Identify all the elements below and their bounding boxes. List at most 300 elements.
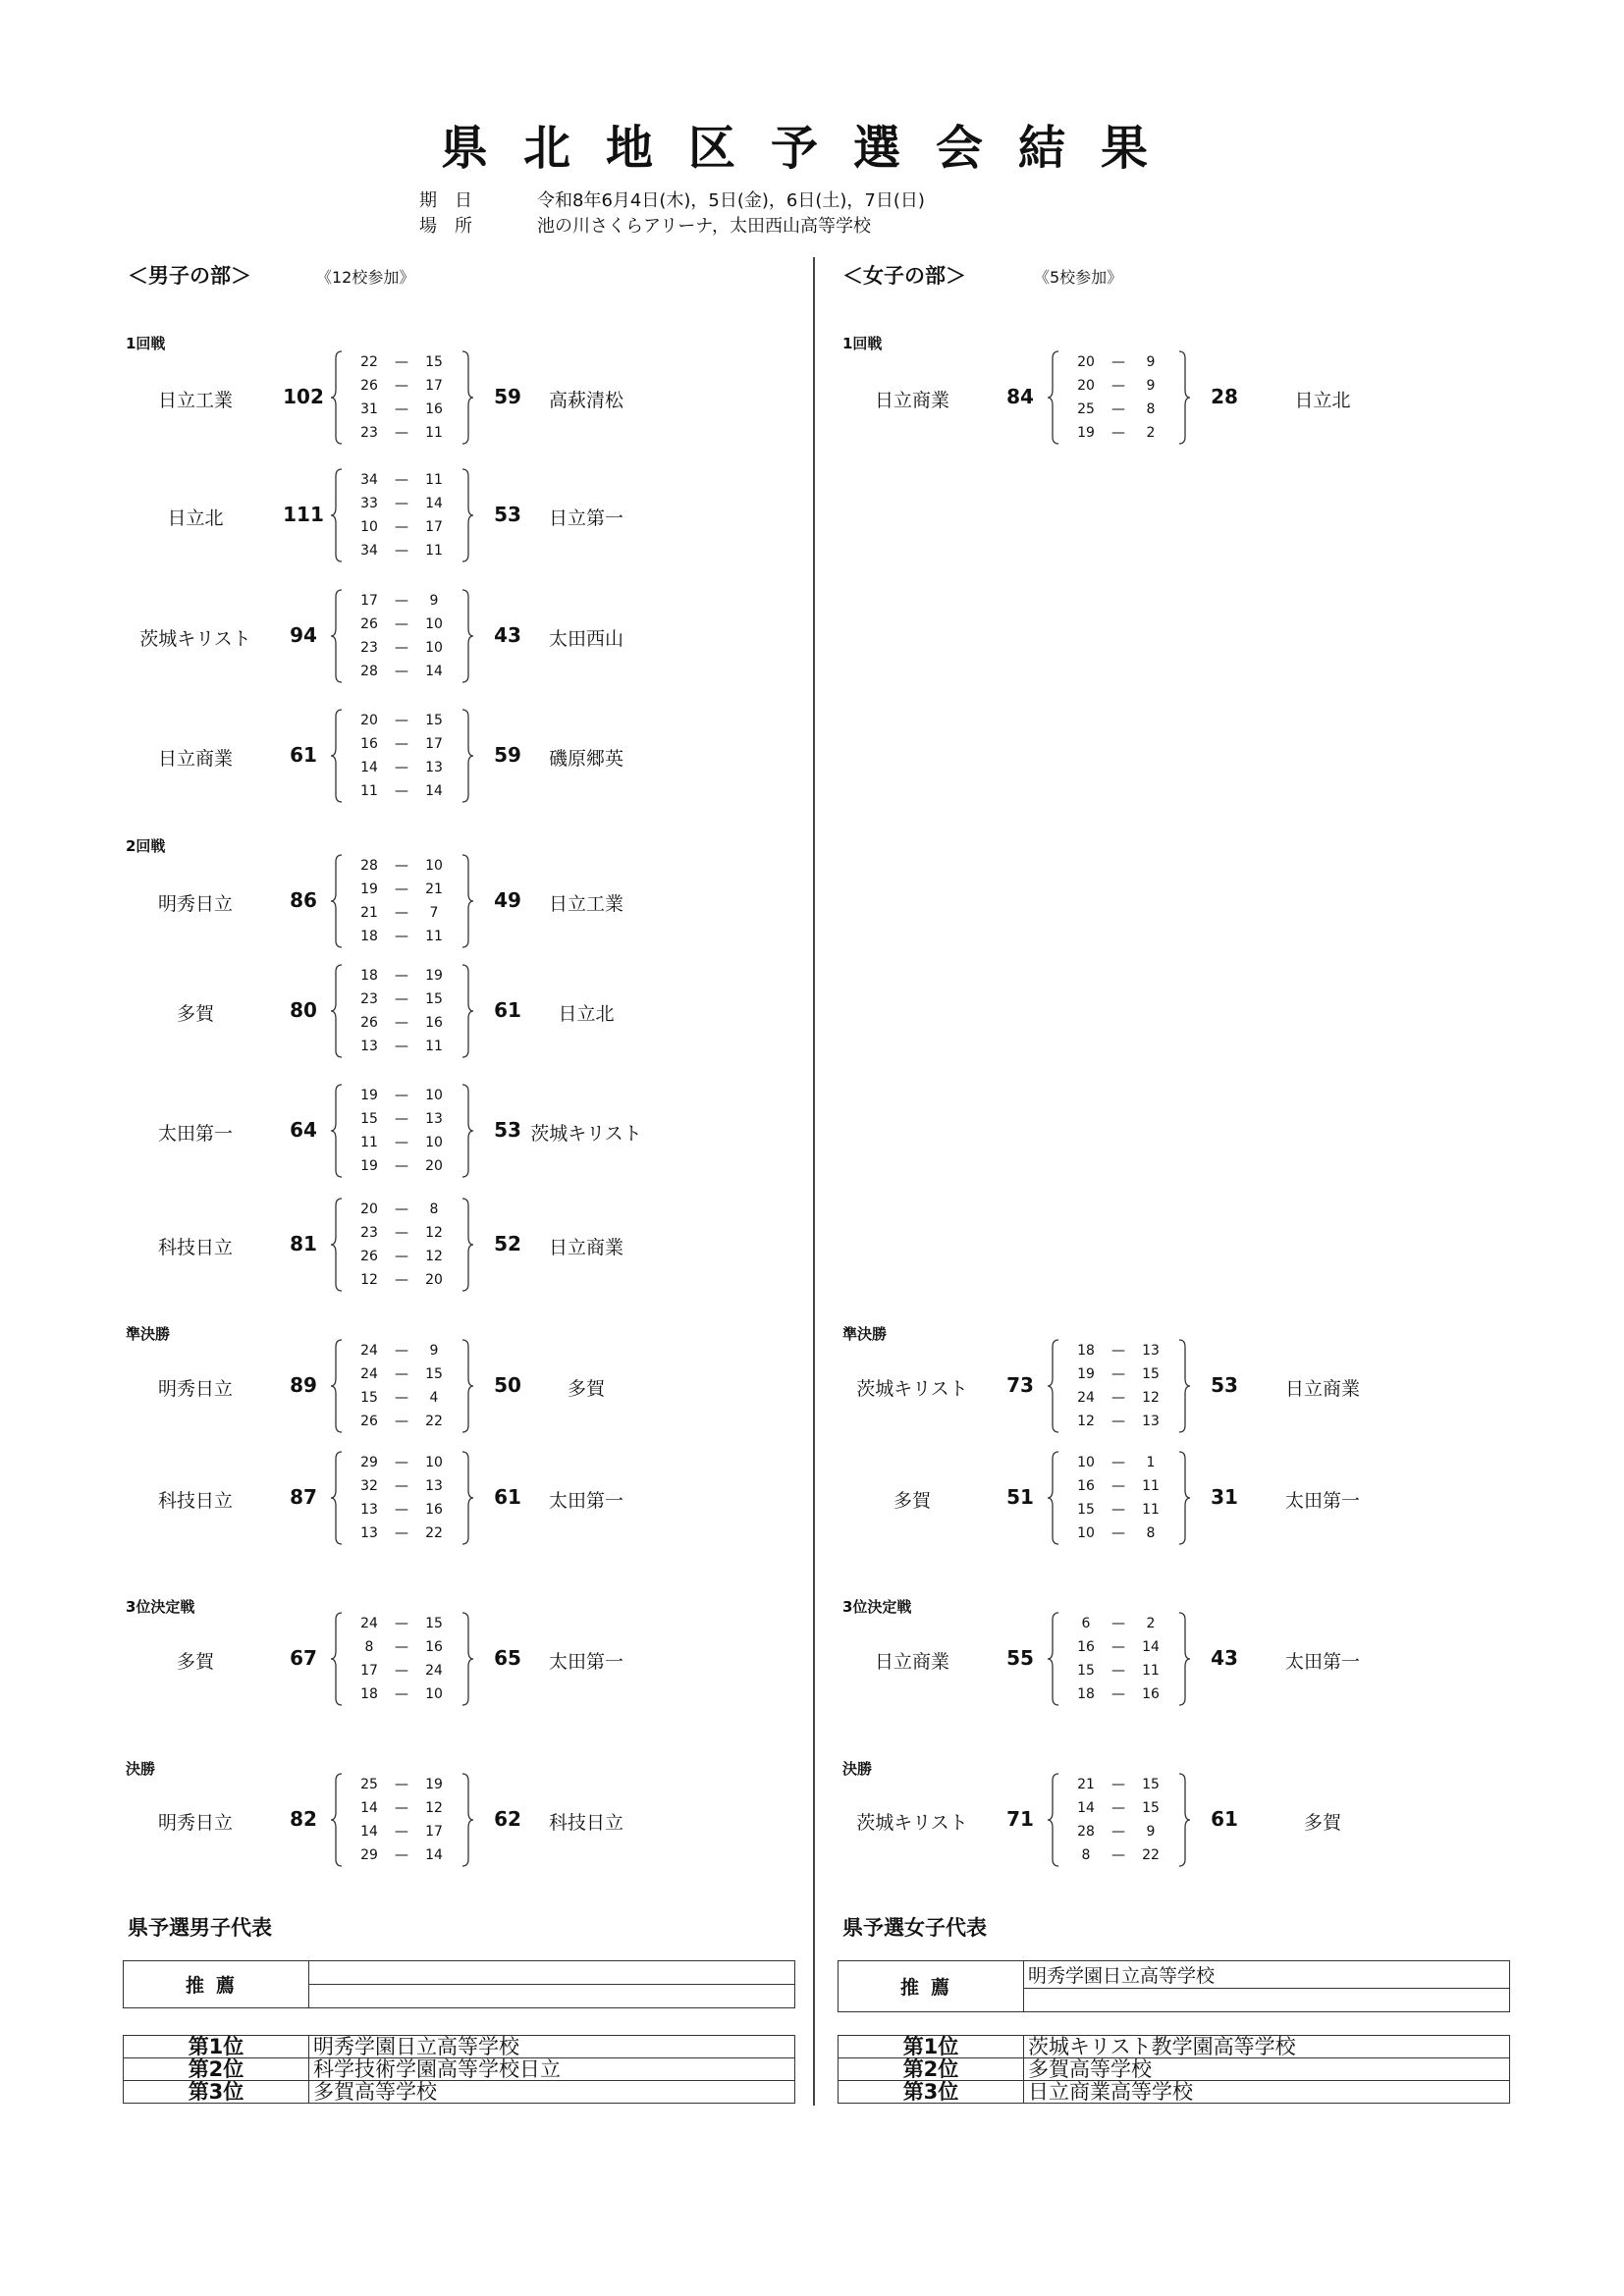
left-brace [330, 964, 344, 1062]
away-team-name: 日立北 [1294, 390, 1351, 411]
away-team-score: 61 [1211, 1807, 1238, 1831]
home-team-score: 86 [290, 888, 317, 912]
quarter-home-points: 18 [360, 1686, 378, 1702]
quarter-away-points: 19 [425, 968, 443, 984]
women-rep-title: 県予選女子代表 [842, 1916, 987, 1940]
rank-school: 茨城キリスト教学園高等学校 [1024, 2036, 1510, 2058]
quarter-home-points: 24 [360, 1366, 378, 1382]
quarter-home-points: 26 [360, 1249, 378, 1264]
quarter-row [348, 613, 456, 636]
quarter-home-points: 10 [1077, 1525, 1095, 1541]
quarter-dash: — [395, 593, 408, 609]
left-brace [330, 1612, 344, 1710]
quarter-row [348, 1410, 456, 1433]
quarter-home-points: 15 [1077, 1502, 1095, 1518]
quarter-home-points: 12 [360, 1272, 378, 1288]
quarter-row [348, 350, 456, 374]
quarter-scores [348, 350, 456, 445]
men-recommend-table [123, 1960, 795, 2008]
quarter-home-points: 28 [360, 664, 378, 679]
quarter-away-points: 11 [425, 472, 443, 488]
quarter-dash: — [395, 1343, 408, 1359]
left-brace [1047, 1773, 1060, 1871]
home-team-name: 日立北 [167, 507, 224, 529]
quarter-away-points: 12 [425, 1800, 443, 1816]
quarter-dash: — [1111, 1343, 1125, 1359]
quarter-row [348, 1198, 456, 1221]
away-team-score: 59 [494, 385, 521, 408]
away-team-score: 28 [1211, 385, 1238, 408]
quarter-row [348, 878, 456, 901]
quarter-dash: — [395, 760, 408, 775]
quarter-away-points: 8 [1146, 1525, 1156, 1541]
quarter-away-points: 11 [1142, 1502, 1160, 1518]
quarter-dash: — [1111, 1686, 1125, 1702]
rank-label: 第3位 [839, 2081, 1024, 2104]
home-team-name: 多賀 [893, 1490, 931, 1512]
quarter-row [348, 1035, 456, 1058]
home-team-score: 81 [290, 1232, 317, 1255]
quarter-home-points: 23 [360, 425, 378, 441]
venue-line [419, 212, 871, 238]
quarter-home-points: 11 [360, 783, 378, 799]
right-brace [460, 350, 474, 449]
quarter-dash: — [395, 640, 408, 656]
quarter-dash: — [395, 378, 408, 394]
home-team-name: 科技日立 [157, 1237, 233, 1258]
quarter-away-points: 22 [1142, 1847, 1160, 1863]
left-brace [330, 854, 344, 952]
women-final-label: 決勝 [842, 1760, 873, 1778]
quarter-home-points: 14 [360, 1824, 378, 1840]
men-round-2-label: 2回戦 [126, 837, 166, 855]
quarter-dash: — [395, 968, 408, 984]
quarter-dash: — [395, 1800, 408, 1816]
rank-row [839, 2036, 1510, 2058]
left-brace [1047, 1451, 1060, 1549]
quarter-home-points: 17 [360, 593, 378, 609]
quarter-row [1064, 1339, 1172, 1362]
quarter-dash: — [1111, 1366, 1125, 1382]
quarter-row [348, 589, 456, 613]
left-brace [330, 350, 344, 449]
quarter-away-points: 10 [425, 1686, 443, 1702]
quarter-home-points: 16 [1077, 1639, 1095, 1655]
quarter-dash: — [395, 401, 408, 417]
page-title: 県北地区予選会結果 [440, 121, 1183, 176]
men-final-label: 決勝 [126, 1760, 156, 1778]
quarter-home-points: 20 [360, 1201, 378, 1217]
away-team-name: 多賀 [1303, 1812, 1341, 1834]
quarter-row [1064, 374, 1172, 398]
rank-label: 第1位 [124, 2036, 309, 2058]
rank-label: 第2位 [839, 2058, 1024, 2081]
quarter-row [1064, 1612, 1172, 1635]
quarter-away-points: 20 [425, 1158, 443, 1174]
men-participants: 《12校参加》 [316, 268, 415, 287]
quarter-away-points: 19 [425, 1777, 443, 1792]
quarter-away-points: 14 [425, 664, 443, 679]
quarter-row [348, 1659, 456, 1682]
quarter-home-points: 23 [360, 1225, 378, 1241]
quarter-away-points: 10 [425, 640, 443, 656]
left-brace [330, 589, 344, 687]
quarter-row [348, 660, 456, 683]
quarter-dash: — [395, 1414, 408, 1429]
right-brace [460, 964, 474, 1062]
quarter-home-points: 26 [360, 378, 378, 394]
quarter-dash: — [1111, 1455, 1125, 1470]
quarter-dash: — [1111, 354, 1125, 370]
quarter-away-points: 14 [425, 496, 443, 511]
women-recommend-blank [1024, 1989, 1510, 2012]
right-brace [1177, 1612, 1191, 1710]
home-team-name: 太田第一 [157, 1123, 233, 1145]
quarter-scores [348, 468, 456, 562]
quarter-home-points: 20 [1077, 378, 1095, 394]
quarter-away-points: 22 [425, 1525, 443, 1541]
quarter-row [348, 1011, 456, 1035]
quarter-dash: — [395, 543, 408, 559]
left-brace [330, 468, 344, 566]
quarter-row [348, 1362, 456, 1386]
home-team-name: 茨城キリスト [139, 628, 251, 650]
quarter-row [348, 779, 456, 803]
home-team-score: 55 [1006, 1646, 1034, 1670]
quarter-row [348, 925, 456, 948]
men-rep-title: 県予選男子代表 [128, 1916, 272, 1940]
home-team-name: 科技日立 [157, 1490, 233, 1512]
quarter-home-points: 29 [360, 1847, 378, 1863]
quarter-row [348, 468, 456, 492]
quarter-dash: — [395, 858, 408, 874]
quarter-scores [1064, 350, 1172, 445]
men-recommend-value [309, 1961, 795, 1985]
quarter-home-points: 17 [360, 1663, 378, 1679]
quarter-dash: — [1111, 1525, 1125, 1541]
quarter-dash: — [395, 1502, 408, 1518]
left-brace [1047, 1612, 1060, 1710]
quarter-home-points: 13 [360, 1502, 378, 1518]
quarter-dash: — [395, 991, 408, 1007]
home-team-score: 102 [283, 385, 324, 408]
quarter-dash: — [1111, 1390, 1125, 1406]
quarter-dash: — [395, 1111, 408, 1127]
quarter-row [1064, 1410, 1172, 1433]
quarter-dash: — [395, 905, 408, 921]
quarter-row [348, 1154, 456, 1178]
quarter-row [348, 1107, 456, 1131]
men-third-place-label: 3位決定戦 [126, 1598, 195, 1616]
quarter-row [1064, 1474, 1172, 1498]
rank-row [124, 2036, 795, 2058]
quarter-away-points: 15 [425, 1616, 443, 1631]
home-team-name: 明秀日立 [157, 1812, 233, 1834]
home-team-score: 111 [283, 503, 324, 526]
venue-value: 池の川さくらアリーナ，太田西山高等学校 [537, 216, 872, 237]
quarter-away-points: 11 [425, 929, 443, 944]
women-third-place-label: 3位決定戦 [842, 1598, 912, 1616]
quarter-home-points: 19 [1077, 425, 1095, 441]
left-brace [330, 1198, 344, 1296]
quarter-home-points: 12 [1077, 1414, 1095, 1429]
quarter-away-points: 15 [425, 1366, 443, 1382]
quarter-away-points: 15 [1142, 1366, 1160, 1382]
quarter-scores [348, 1612, 456, 1706]
quarter-dash: — [395, 1525, 408, 1541]
away-team-name: 太田第一 [1284, 1651, 1360, 1673]
home-team-name: 茨城キリスト [856, 1378, 968, 1400]
quarter-home-points: 19 [360, 881, 378, 897]
away-team-name: 太田第一 [1284, 1490, 1360, 1512]
quarter-row [348, 732, 456, 756]
quarter-dash: — [395, 1478, 408, 1494]
home-team-name: 日立商業 [874, 390, 949, 411]
quarter-row [1064, 350, 1172, 374]
quarter-away-points: 9 [429, 1343, 439, 1359]
quarter-row [348, 1084, 456, 1107]
home-team-name: 明秀日立 [157, 1378, 233, 1400]
quarter-row [1064, 398, 1172, 421]
quarter-away-points: 11 [425, 425, 443, 441]
home-team-score: 87 [290, 1485, 317, 1509]
quarter-away-points: 16 [425, 1639, 443, 1655]
right-brace [1177, 1773, 1191, 1871]
quarter-dash: — [395, 1366, 408, 1382]
quarter-away-points: 11 [1142, 1478, 1160, 1494]
quarter-home-points: 26 [360, 1414, 378, 1429]
away-team-name: 太田西山 [548, 628, 623, 650]
quarter-row [348, 964, 456, 988]
away-team-name: 太田第一 [548, 1651, 623, 1673]
women-rank-table [838, 2035, 1510, 2104]
away-team-score: 49 [494, 888, 521, 912]
quarter-away-points: 9 [1146, 354, 1156, 370]
right-brace [1177, 1451, 1191, 1549]
quarter-row [348, 1843, 456, 1867]
right-brace [460, 1451, 474, 1549]
quarter-row [348, 492, 456, 515]
quarter-dash: — [395, 425, 408, 441]
quarter-dash: — [1111, 378, 1125, 394]
quarter-dash: — [1111, 1616, 1125, 1631]
quarter-dash: — [395, 1455, 408, 1470]
quarter-row [348, 709, 456, 732]
women-semifinal-label: 準決勝 [842, 1325, 888, 1343]
quarter-row [348, 854, 456, 878]
rank-label: 第2位 [124, 2058, 309, 2081]
rank-school: 科学技術学園高等学校日立 [309, 2058, 795, 2081]
women-recommend-table [838, 1960, 1510, 2012]
left-brace [1047, 350, 1060, 449]
quarter-row [1064, 1451, 1172, 1474]
home-team-name: 多賀 [176, 1651, 214, 1673]
quarter-away-points: 13 [425, 1111, 443, 1127]
quarter-row [348, 1612, 456, 1635]
home-team-name: 日立工業 [157, 390, 233, 411]
quarter-away-points: 15 [425, 991, 443, 1007]
away-team-score: 31 [1211, 1485, 1238, 1509]
quarter-away-points: 14 [425, 783, 443, 799]
quarter-row [348, 374, 456, 398]
quarter-row [348, 756, 456, 779]
rank-label: 第1位 [839, 2036, 1024, 2058]
quarter-dash: — [395, 1158, 408, 1174]
quarter-dash: — [1111, 1639, 1125, 1655]
quarter-home-points: 23 [360, 640, 378, 656]
quarter-home-points: 32 [360, 1478, 378, 1494]
quarter-row [1064, 1362, 1172, 1386]
quarter-scores [1064, 1339, 1172, 1433]
quarter-row [1064, 1659, 1172, 1682]
quarter-dash: — [395, 1777, 408, 1792]
quarter-home-points: 24 [360, 1343, 378, 1359]
quarter-row [1064, 1843, 1172, 1867]
quarter-row [1064, 1386, 1172, 1410]
home-team-score: 51 [1006, 1485, 1034, 1509]
quarter-dash: — [1111, 425, 1125, 441]
quarter-away-points: 10 [425, 616, 443, 632]
away-team-name: 日立商業 [548, 1237, 623, 1258]
date-value: 令和8年6月4日(木)，5日(金)，6日(土)，7日(日) [537, 190, 925, 211]
quarter-row [1064, 1635, 1172, 1659]
home-team-score: 84 [1006, 385, 1034, 408]
quarter-away-points: 11 [425, 1039, 443, 1054]
women-round-1-label: 1回戦 [842, 335, 883, 352]
left-brace [330, 1451, 344, 1549]
quarter-dash: — [1111, 1663, 1125, 1679]
quarter-away-points: 11 [425, 543, 443, 559]
men-semifinal-label: 準決勝 [126, 1325, 171, 1343]
date-label: 期日 [419, 190, 490, 211]
men-round-1-label: 1回戦 [126, 335, 166, 352]
left-brace [330, 1773, 344, 1871]
quarter-row [1064, 1498, 1172, 1522]
women-participants: 《5校参加》 [1034, 268, 1123, 287]
quarter-row [348, 421, 456, 445]
rank-school: 日立商業高等学校 [1024, 2081, 1510, 2104]
quarter-away-points: 22 [425, 1414, 443, 1429]
left-brace [1047, 1339, 1060, 1437]
quarter-away-points: 12 [1142, 1390, 1160, 1406]
quarter-away-points: 17 [425, 1824, 443, 1840]
quarter-home-points: 29 [360, 1455, 378, 1470]
quarter-dash: — [395, 1390, 408, 1406]
center-divider [813, 257, 815, 2106]
quarter-dash: — [1111, 1502, 1125, 1518]
away-team-score: 53 [494, 503, 521, 526]
quarter-dash: — [395, 713, 408, 728]
quarter-home-points: 11 [360, 1135, 378, 1150]
home-team-name: 茨城キリスト [856, 1812, 968, 1834]
rank-label: 第3位 [124, 2081, 309, 2104]
away-team-name: 多賀 [567, 1378, 605, 1400]
quarter-scores [348, 589, 456, 683]
quarter-dash: — [395, 1225, 408, 1241]
away-team-name: 日立工業 [548, 893, 623, 915]
quarter-away-points: 21 [425, 881, 443, 897]
quarter-row [348, 1796, 456, 1820]
away-team-name: 太田第一 [548, 1490, 623, 1512]
quarter-row [348, 1682, 456, 1706]
women-recommend-label: 推薦 [839, 1961, 1024, 2012]
quarter-away-points: 20 [425, 1272, 443, 1288]
quarter-home-points: 6 [1081, 1616, 1091, 1631]
quarter-dash: — [395, 1135, 408, 1150]
quarter-away-points: 8 [1146, 401, 1156, 417]
quarter-home-points: 25 [1077, 401, 1095, 417]
quarter-away-points: 16 [425, 1502, 443, 1518]
quarter-dash: — [395, 783, 408, 799]
right-brace [460, 1773, 474, 1871]
quarter-dash: — [1111, 401, 1125, 417]
quarter-dash: — [395, 616, 408, 632]
quarter-dash: — [1111, 1414, 1125, 1429]
quarter-away-points: 13 [425, 760, 443, 775]
right-brace [1177, 350, 1191, 449]
left-brace [330, 1339, 344, 1437]
quarter-dash: — [395, 1272, 408, 1288]
quarter-home-points: 8 [364, 1639, 374, 1655]
quarter-home-points: 23 [360, 991, 378, 1007]
quarter-row [348, 1221, 456, 1245]
quarter-row [348, 1773, 456, 1796]
quarter-row [348, 1131, 456, 1154]
quarter-away-points: 7 [429, 905, 439, 921]
quarter-away-points: 16 [1142, 1686, 1160, 1702]
quarter-home-points: 21 [1077, 1777, 1095, 1792]
rank-row [839, 2081, 1510, 2104]
rank-row [124, 2081, 795, 2104]
right-brace [460, 854, 474, 952]
quarter-away-points: 15 [1142, 1800, 1160, 1816]
quarter-dash: — [395, 1015, 408, 1031]
quarter-scores [348, 1339, 456, 1433]
quarter-row [348, 1474, 456, 1498]
quarter-row [1064, 1796, 1172, 1820]
quarter-away-points: 16 [425, 401, 443, 417]
quarter-away-points: 12 [425, 1225, 443, 1241]
away-team-score: 59 [494, 743, 521, 767]
quarter-home-points: 33 [360, 496, 378, 511]
quarter-home-points: 19 [360, 1088, 378, 1103]
quarter-away-points: 14 [425, 1847, 443, 1863]
quarter-away-points: 4 [429, 1390, 439, 1406]
quarter-dash: — [395, 1088, 408, 1103]
quarter-home-points: 20 [1077, 354, 1095, 370]
quarter-home-points: 26 [360, 616, 378, 632]
home-team-name: 日立商業 [874, 1651, 949, 1673]
quarter-scores [348, 1198, 456, 1292]
quarter-dash: — [1111, 1478, 1125, 1494]
away-team-score: 43 [494, 623, 521, 647]
quarter-scores [348, 1084, 456, 1178]
quarter-dash: — [395, 736, 408, 752]
right-brace [460, 1612, 474, 1710]
quarter-away-points: 24 [425, 1663, 443, 1679]
quarter-row [348, 636, 456, 660]
away-team-score: 53 [1211, 1373, 1238, 1397]
right-brace [460, 589, 474, 687]
date-line [419, 187, 925, 212]
quarter-away-points: 13 [1142, 1343, 1160, 1359]
quarter-dash: — [395, 1249, 408, 1264]
away-team-name: 高萩清松 [548, 390, 623, 411]
home-team-name: 明秀日立 [157, 893, 233, 915]
quarter-row [348, 539, 456, 562]
quarter-away-points: 2 [1146, 425, 1156, 441]
quarter-away-points: 1 [1146, 1455, 1156, 1470]
